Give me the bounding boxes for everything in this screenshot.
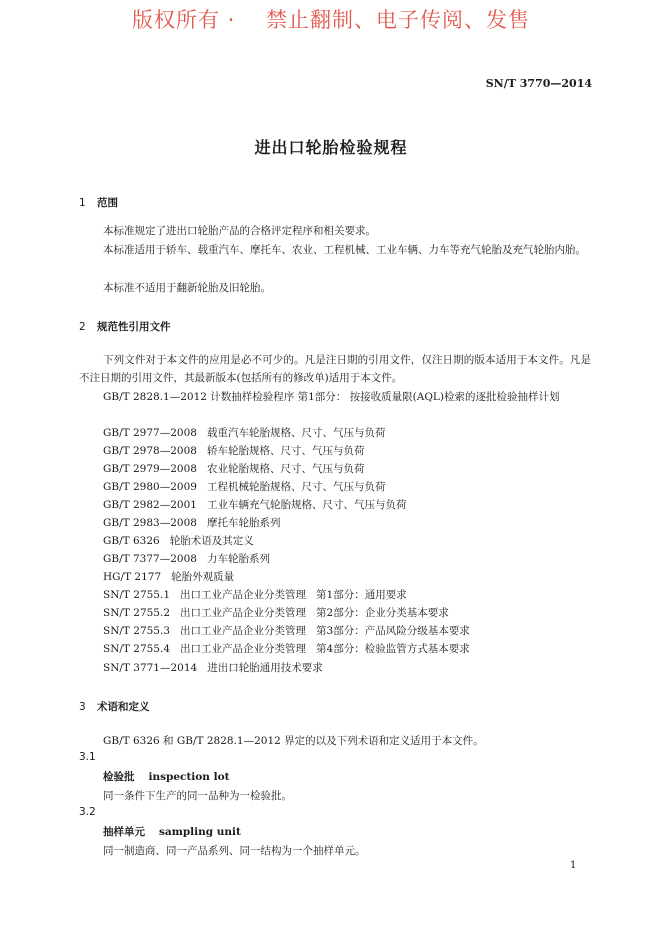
reference-item: SN/T 2755.3 出口工业产品企业分类管理 第3部分：产品风险分级基本要求 [103, 625, 470, 637]
term-definition: 同一制造商、同一产品系列、同一结构为一个抽样单元。 [103, 845, 366, 857]
reference-item: GB/T 2983—2008 摩托车轮胎系列 [103, 517, 281, 529]
reference-item: SN/T 3771—2014 进出口轮胎通用技术要求 [103, 662, 323, 674]
section-title: 术语和定义 [97, 701, 150, 713]
reference-item: GB/T 2980—2009 工程机械轮胎规格、尺寸、气压与负荷 [103, 481, 386, 493]
paragraph: 本标准适用于轿车、载重汽车、摩托车、农业、工程机械、工业车辆、力车等充气轮胎及充气轮胎内胎。 [103, 244, 586, 256]
paragraph: 下列文件对于本文件的应用是必不可少的。凡是注日期的引用文件，仅注日期的版本适用于本文件。凡是不注日期的引用文件，其最新版本(包括所有的修改单)适用于本文件。 [79, 354, 591, 384]
section-1-heading [79, 195, 118, 210]
reference-item: GB/T 2977—2008 载重汽车轮胎规格、尺寸、气压与负荷 [103, 427, 386, 439]
reference-item: GB/T 2982—2001 工业车辆充气轮胎规格、尺寸、气压与负荷 [103, 499, 407, 511]
paragraph: GB/T 6326 和 GB/T 2828.1—2012 界定的以及下列术语和定义适用于本文件。 [103, 735, 484, 747]
term-number: 3.2 [79, 806, 96, 818]
reference-item: HG/T 2177 轮胎外观质量 [103, 571, 235, 583]
section-title: 范围 [97, 197, 118, 209]
document-title: 进出口轮胎检验规程 [254, 138, 408, 157]
term-cn: 检验批 [103, 771, 135, 783]
section-number: 1 [79, 197, 86, 209]
reference-item: GB/T 2828.1—2012 计数抽样检验程序 第1部分： 按接收质量限(AQL)检索的逐批检验抽样计划 [103, 391, 560, 403]
watermark-banner: 版权所有 · 禁止翻制、电子传阅、发售 [131, 8, 531, 32]
term-number: 3.1 [79, 751, 96, 763]
term-cn: 抽样单元 [103, 826, 145, 838]
reference-item: GB/T 2979—2008 农业轮胎规格、尺寸、气压与负荷 [103, 463, 365, 475]
reference-item: GB/T 7377—2008 力车轮胎系列 [103, 553, 270, 565]
reference-item: GB/T 6326 轮胎术语及其定义 [103, 535, 254, 547]
page-number: 1 [570, 860, 577, 871]
reference-item: SN/T 2755.4 出口工业产品企业分类管理 第4部分：检验监管方式基本要求 [103, 643, 470, 655]
term-en: sampling unit [159, 826, 241, 838]
term-definition: 同一条件下生产的同一品种为一检验批。 [103, 790, 292, 802]
reference-item: SN/T 2755.2 出口工业产品企业分类管理 第2部分：企业分类基本要求 [103, 607, 449, 619]
paragraph: 本标准规定了进出口轮胎产品的合格评定程序和相关要求。 [103, 225, 376, 237]
term-heading [103, 824, 241, 839]
section-2-heading [79, 319, 171, 334]
reference-item: SN/T 2755.1 出口工业产品企业分类管理 第1部分：通用要求 [103, 589, 407, 601]
reference-item: GB/T 2978—2008 轿车轮胎规格、尺寸、气压与负荷 [103, 445, 365, 457]
section-number: 3 [79, 701, 86, 713]
section-3-heading [79, 699, 150, 714]
term-heading [103, 769, 229, 784]
section-title: 规范性引用文件 [97, 321, 171, 333]
standard-id: SN/T 3770—2014 [485, 77, 592, 90]
paragraph: 本标准不适用于翻新轮胎及旧轮胎。 [103, 282, 271, 294]
section-number: 2 [79, 321, 86, 333]
term-en: inspection lot [148, 771, 230, 783]
